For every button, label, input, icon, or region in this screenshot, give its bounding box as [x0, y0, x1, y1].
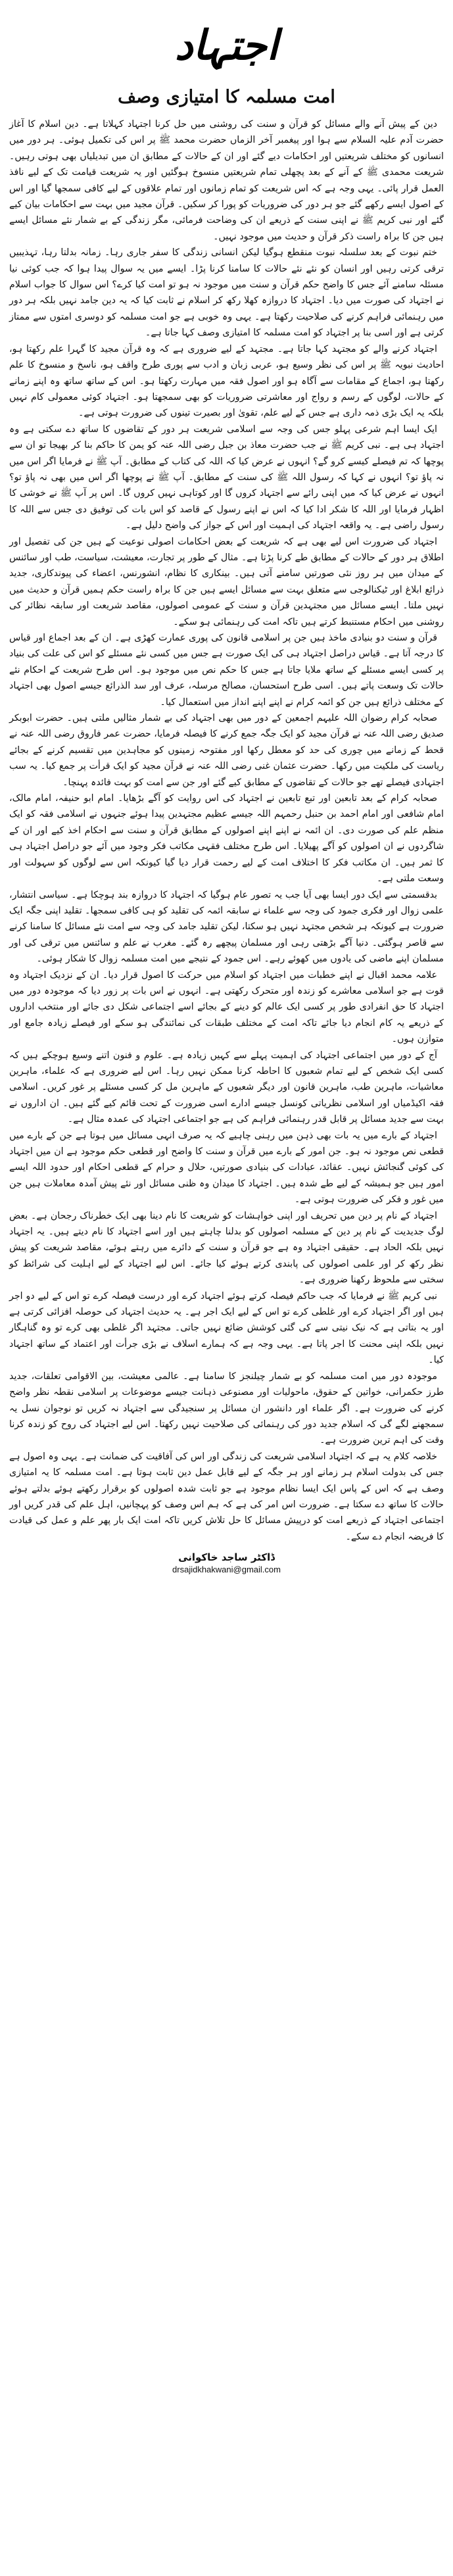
paragraph: ختم نبوت کے بعد سلسلہ نبوت منقطع ہوگیا لیکن انسانی زندگی کا سفر جاری رہا۔ زمانہ بدلتا رہا، تہذیبیں ترقی کرتی رہیں اور انسان کو نئے نئے حالات کا سامنا کرنا پڑا۔ ایسے میں یہ سوال پیدا ہوا کہ جب کوئی نیا مسئلہ سامنے آئے جس کا واضح حکم قرآن و سنت میں موجود نہ ہو تو امت کیا کرے؟ اس سوال کا جواب اسلام نے اجتہاد کی صورت میں دیا۔ اجتہاد کا دروازہ کھلا رکھ کر اسلام نے ثابت کیا کہ یہ دین جامد نہیں بلکہ ہر دور میں رہنمائی فراہم کرنے کی صلاحیت رکھتا ہے۔ یہی وہ خوبی ہے جو امت مسلمہ کو دوسری امتوں سے ممتاز کرتی ہے اور اسی بنا پر اجتہاد کو امت مسلمہ کا امتیازی وصف کہا جاتا ہے۔ [9, 247, 444, 339]
paragraph: دین کے پیش آنے والے مسائل کو قرآن و سنت کی روشنی میں حل کرنا اجتہاد کہلاتا ہے۔ دین اسلام کا آغاز حضرت آدم علیہ السلام سے ہوا اور پیغمبر آخر الزماں حضرت محمد ﷺ پر اس کی تکمیل ہوئی۔ ہر دور میں انسانوں کو مختلف شریعتیں اور احکامات دیے گئے اور ان کے حالات کے مطابق ان میں تبدیلیاں بھی ہوتی رہیں۔ شریعت محمدی ﷺ کے آنے کے بعد پچھلی تمام شریعتیں منسوخ ہوگئیں اور یہ شریعت قیامت تک کے لیے نافذ العمل قرار پائی۔ یہی وجہ ہے کہ اس شریعت کو تمام زمانوں اور تمام علاقوں کے لیے کافی سمجھا گیا اور اس کے اصول ایسے رکھے گئے جو ہر دور کی ضروریات کو پورا کر سکیں۔ قرآن مجید میں بہت سے احکامات بیان کیے گئے اور نبی کریم ﷺ نے اپنی سنت کے ذریعے ان کی وضاحت فرمائی، مگر زندگی کے بے شمار نئے مسائل ایسے ہیں جن کا براہ راست ذکر قرآن و حدیث میں موجود نہیں۔ [9, 119, 444, 242]
paragraph: اجتہاد کی ضرورت اس لیے بھی ہے کہ شریعت کے بعض احکامات اصولی نوعیت کے ہیں جن کی تفصیل اور اطلاق ہر دور کے حالات کے مطابق طے کرنا پڑتا ہے۔ مثال کے طور پر تجارت، معیشت، سیاست، طب اور سائنس کے میدان میں ہر روز نئی صورتیں سامنے آتی ہیں۔ بینکاری کا نظام، انشورنس، اعضاء کی پیوندکاری، جدید ذرائع ابلاغ اور ٹیکنالوجی سے متعلق بہت سے مسائل ایسے ہیں جن کا براہ راست حکم ہمیں قرآن و حدیث میں نہیں ملتا۔ ایسے مسائل میں مجتہدین قرآن و سنت کے عمومی اصولوں، مقاصد شریعت اور سابقہ نظائر کی روشنی میں احکام مستنبط کرتے ہیں تاکہ امت کی رہنمائی ہو سکے۔ [9, 536, 444, 627]
paragraph: بدقسمتی سے ایک دور ایسا بھی آیا جب یہ تصور عام ہوگیا کہ اجتہاد کا دروازہ بند ہوچکا ہے۔ سیاسی انتشار، علمی زوال اور فکری جمود کی وجہ سے علماء نے سابقہ ائمہ کی تقلید کو ہی کافی سمجھا۔ تقلید اپنی جگہ ایک ضرورت ہے کیونکہ ہر شخص مجتہد نہیں ہو سکتا، لیکن تقلید جامد کی وجہ سے امت نئے مسائل کا سامنا کرنے سے قاصر ہوگئی۔ دنیا آگے بڑھتی رہی اور مسلمان پیچھے رہ گئے۔ مغرب نے علم و سائنس میں ترقی کی اور مسلمان اپنے ماضی کی یادوں میں کھوئے رہے۔ اس جمود کے نتیجے میں امت مسلمہ زوال کا شکار ہوئی۔ [9, 889, 444, 965]
paragraph: قرآن و سنت دو بنیادی ماخذ ہیں جن پر اسلامی قانون کی پوری عمارت کھڑی ہے۔ ان کے بعد اجماع اور قیاس کا درجہ آتا ہے۔ قیاس دراصل اجتہاد ہی کی ایک صورت ہے جس میں کسی نئے مسئلے کو اس کی علت کی بنیاد پر کسی ایسے مسئلے کے ساتھ ملایا جاتا ہے جس کا حکم نص میں موجود ہو۔ اس طرح شریعت کے احکام نئے حالات تک وسعت پاتے ہیں۔ اسی طرح استحسان، مصالح مرسلہ، عرف اور سد الذرائع جیسے اصول بھی اجتہاد کے مختلف ذرائع ہیں جن کو ائمہ کرام نے اپنے اپنے انداز میں استعمال کیا۔ [9, 633, 444, 708]
paragraph: صحابہ کرام رضوان اللہ علیہم اجمعین کے دور میں بھی اجتہاد کی بے شمار مثالیں ملتی ہیں۔ حضرت ابوبکر صدیق رضی اللہ عنہ نے قرآن مجید کو ایک جگہ جمع کرنے کا فیصلہ فرمایا، حضرت عمر فاروق رضی اللہ عنہ نے قحط کے زمانے میں چوری کی حد کو معطل رکھا اور مفتوحہ زمینوں کو مجاہدین میں تقسیم کرنے کے بجائے ریاست کی ملکیت میں رکھا۔ حضرت عثمان غنی رضی اللہ عنہ نے قرآن مجید کو ایک قرأت پر جمع کیا۔ یہ سب اجتہادی فیصلے تھے جو حالات کے تقاضوں کے مطابق کیے گئے اور جن سے امت کو بہت فائدہ پہنچا۔ [9, 713, 444, 788]
article-body [9, 116, 444, 1545]
paragraph: اجتہاد کے نام پر دین میں تحریف اور اپنی خواہشات کو شریعت کا نام دینا بھی ایک خطرناک رجحان ہے۔ بعض لوگ جدیدیت کے نام پر دین کے مسلمہ اصولوں کو بدلنا چاہتے ہیں اور اسے اجتہاد کا نام دیتے ہیں۔ یہ اجتہاد نہیں بلکہ الحاد ہے۔ حقیقی اجتہاد وہ ہے جو قرآن و سنت کے دائرے میں رہتے ہوئے، مقاصد شریعت کو پیش نظر رکھ کر اور علمی اصولوں کی پابندی کرتے ہوئے کیا جائے۔ اس لیے اجتہاد کے لیے اہلیت کی شرائط کو سختی سے ملحوظ رکھنا ضروری ہے۔ [9, 1210, 444, 1286]
article-subtitle: امت مسلمہ کا امتیازی وصف [118, 87, 335, 107]
article-title: اجتہاد [174, 20, 279, 69]
paragraph: موجودہ دور میں امت مسلمہ کو بے شمار چیلنجز کا سامنا ہے۔ عالمی معیشت، بین الاقوامی تعلقات، جدید طرز حکمرانی، خواتین کے حقوق، ماحولیات اور مصنوعی ذہانت جیسے موضوعات پر اسلامی نقطہ نظر واضح کرنے کی ضرورت ہے۔ اگر علماء اور دانشور ان مسائل پر سنجیدگی سے اجتہاد نہ کریں تو نوجوان نسل یہ سمجھنے لگے گی کہ اسلام جدید دور کی رہنمائی کی صلاحیت نہیں رکھتا۔ اس لیے اجتہاد کی روح کو زندہ کرنا وقت کی اہم ترین ضرورت ہے۔ [9, 1371, 444, 1446]
paragraph: صحابہ کرام کے بعد تابعین اور تبع تابعین نے اجتہاد کی اس روایت کو آگے بڑھایا۔ امام ابو حنیفہ، امام مالک، امام شافعی اور امام احمد بن حنبل رحمہم اللہ جیسے عظیم مجتہدین پیدا ہوئے جنہوں نے اسلامی فقہ کو ایک منظم علم کی صورت دی۔ ان ائمہ نے اپنے اپنے اصولوں کے مطابق قرآن و سنت سے احکام اخذ کیے اور ان کے شاگردوں نے ان اصولوں کو آگے پھیلایا۔ اس طرح مختلف فقہی مکاتب فکر وجود میں آئے جو دراصل اجتہاد ہی کا ثمر ہیں۔ ان مکاتب فکر کا اختلاف امت کے لیے رحمت قرار دیا گیا کیونکہ اس سے لوگوں کو سہولت اور وسعت ملتی ہے۔ [9, 793, 444, 885]
author-email[interactable]: drsajidkhakwani@gmail.com [172, 1565, 281, 1575]
paragraph: علامہ محمد اقبال نے اپنے خطبات میں اجتہاد کو اسلام میں حرکت کا اصول قرار دیا۔ ان کے نزدیک اجتہاد وہ قوت ہے جو اسلامی معاشرے کو زندہ اور متحرک رکھتی ہے۔ انہوں نے اس بات پر زور دیا کہ موجودہ دور میں اجتہاد کا حق انفرادی طور پر کسی ایک عالم کو دینے کے بجائے اسے اجتماعی شکل دی جائے اور منتخب اداروں کے ذریعے یہ کام انجام دیا جائے تاکہ امت کے مختلف طبقات کی نمائندگی ہو سکے اور فیصلے زیادہ جامع اور متوازن ہوں۔ [9, 969, 444, 1045]
paragraph: نبی کریم ﷺ نے فرمایا کہ جب حاکم فیصلہ کرتے ہوئے اجتہاد کرے اور درست فیصلہ کرے تو اس کے لیے دو اجر ہیں اور اگر اجتہاد کرے اور غلطی کرے تو اس کے لیے ایک اجر ہے۔ یہ حدیث اجتہاد کی حوصلہ افزائی کرتی ہے اور یہ بتاتی ہے کہ نیک نیتی سے کی گئی کوشش ضائع نہیں جاتی۔ مجتہد اگر غلطی بھی کرے تو وہ گناہگار نہیں بلکہ اپنی محنت کا اجر پاتا ہے۔ یہی وجہ ہے کہ ہمارے اسلاف نے بڑی جرأت اور اعتماد کے ساتھ اجتہاد کیا۔ [9, 1290, 444, 1366]
paragraph: اجتہاد کے بارے میں یہ بات بھی ذہن میں رہنی چاہیے کہ یہ صرف انہی مسائل میں ہوتا ہے جن کے بارے میں قطعی نص موجود نہ ہو۔ جن امور کے بارے میں قرآن و سنت کا واضح اور قطعی حکم موجود ہے ان میں اجتہاد کی کوئی گنجائش نہیں۔ عقائد، عبادات کی بنیادی صورتیں، حلال و حرام کے قطعی احکام اور حدود اللہ ایسے امور ہیں جو ہمیشہ کے لیے طے شدہ ہیں۔ اجتہاد کا میدان وہ ظنی مسائل اور نئے پیش آمدہ معاملات ہیں جن میں غور و فکر کی ضرورت ہوتی ہے۔ [9, 1130, 444, 1205]
paragraph: خلاصہ کلام یہ ہے کہ اجتہاد اسلامی شریعت کی زندگی اور اس کی آفاقیت کی ضمانت ہے۔ یہی وہ اصول ہے جس کی بدولت اسلام ہر زمانے اور ہر جگہ کے لیے قابل عمل دین ثابت ہوتا ہے۔ امت مسلمہ کا یہ امتیازی وصف ہے کہ اس کے پاس ایک ایسا نظام موجود ہے جو ثابت شدہ اصولوں کو برقرار رکھتے ہوئے بدلتے ہوئے حالات کا ساتھ دے سکتا ہے۔ ضرورت اس امر کی ہے کہ ہم اس وصف کو پہچانیں، اہل علم کی قدر کریں اور اجتماعی اجتہاد کے ذریعے امت کو درپیش مسائل کا حل تلاش کریں تاکہ امت ایک بار پھر علم و عمل کی قیادت کا فریضہ انجام دے سکے۔ [9, 1451, 444, 1542]
paragraph: اجتہاد کرنے والے کو مجتہد کہا جاتا ہے۔ مجتہد کے لیے ضروری ہے کہ وہ قرآن مجید کا گہرا علم رکھتا ہو، احادیث نبویہ ﷺ پر اس کی نظر وسیع ہو، عربی زبان و ادب سے پوری طرح واقف ہو، ناسخ و منسوخ کا علم رکھتا ہو، اجماع کے مقامات سے آگاہ ہو اور اصول فقہ میں مہارت رکھتا ہو۔ اس کے ساتھ ساتھ وہ اپنے زمانے کے حالات، لوگوں کے رسم و رواج اور معاشرتی ضروریات کو بھی سمجھتا ہو۔ اجتہاد کوئی معمولی کام نہیں بلکہ یہ ایک بڑی ذمہ داری ہے جس کے لیے علم، تقویٰ اور بصیرت تینوں کی ضرورت ہوتی ہے۔ [9, 343, 444, 419]
paragraph: آج کے دور میں اجتماعی اجتہاد کی اہمیت پہلے سے کہیں زیادہ ہے۔ علوم و فنون اتنے وسیع ہوچکے ہیں کہ کسی ایک شخص کے لیے تمام شعبوں کا احاطہ کرنا ممکن نہیں رہا۔ اس لیے ضروری ہے کہ علماء، ماہرین معاشیات، ماہرین طب، ماہرین قانون اور دیگر شعبوں کے ماہرین مل کر کسی مسئلے پر غور کریں۔ اسلامی فقہ اکیڈمیاں اور اسلامی نظریاتی کونسل جیسے ادارے اسی ضرورت کے تحت قائم کیے گئے ہیں۔ ان اداروں نے بہت سے جدید مسائل پر قابل قدر رہنمائی فراہم کی ہے جو اجتماعی اجتہاد کی عمدہ مثال ہے۔ [9, 1050, 444, 1125]
paragraph: ایک ایسا اہم شرعی پہلو جس کی وجہ سے اسلامی شریعت ہر دور کے تقاضوں کا ساتھ دے سکتی ہے وہ اجتہاد ہی ہے۔ نبی کریم ﷺ نے جب حضرت معاذ بن جبل رضی اللہ عنہ کو یمن کا حاکم بنا کر بھیجا تو ان سے پوچھا کہ تم فیصلے کیسے کرو گے؟ انہوں نے عرض کیا کہ اللہ کی کتاب کے مطابق۔ آپ ﷺ نے فرمایا اگر اس میں نہ پاؤ تو؟ انہوں نے کہا کہ رسول اللہ ﷺ کی سنت کے مطابق۔ آپ ﷺ نے پوچھا اگر اس میں بھی نہ پاؤ تو؟ انہوں نے عرض کیا کہ میں اپنی رائے سے اجتہاد کروں گا اور کوتاہی نہیں کروں گا۔ اس پر آپ ﷺ نے خوشی کا اظہار فرمایا اور اللہ کا شکر ادا کیا کہ اس نے اپنے رسول کے قاصد کو اس بات کی توفیق دی جس سے اللہ کا رسول راضی ہے۔ یہ واقعہ اجتہاد کی اہمیت اور اس کے جواز کی واضح دلیل ہے۔ [9, 424, 444, 531]
author-byline: ڈاکٹر ساجد خاکوانی [178, 1551, 275, 1564]
masthead [9, 5, 444, 84]
